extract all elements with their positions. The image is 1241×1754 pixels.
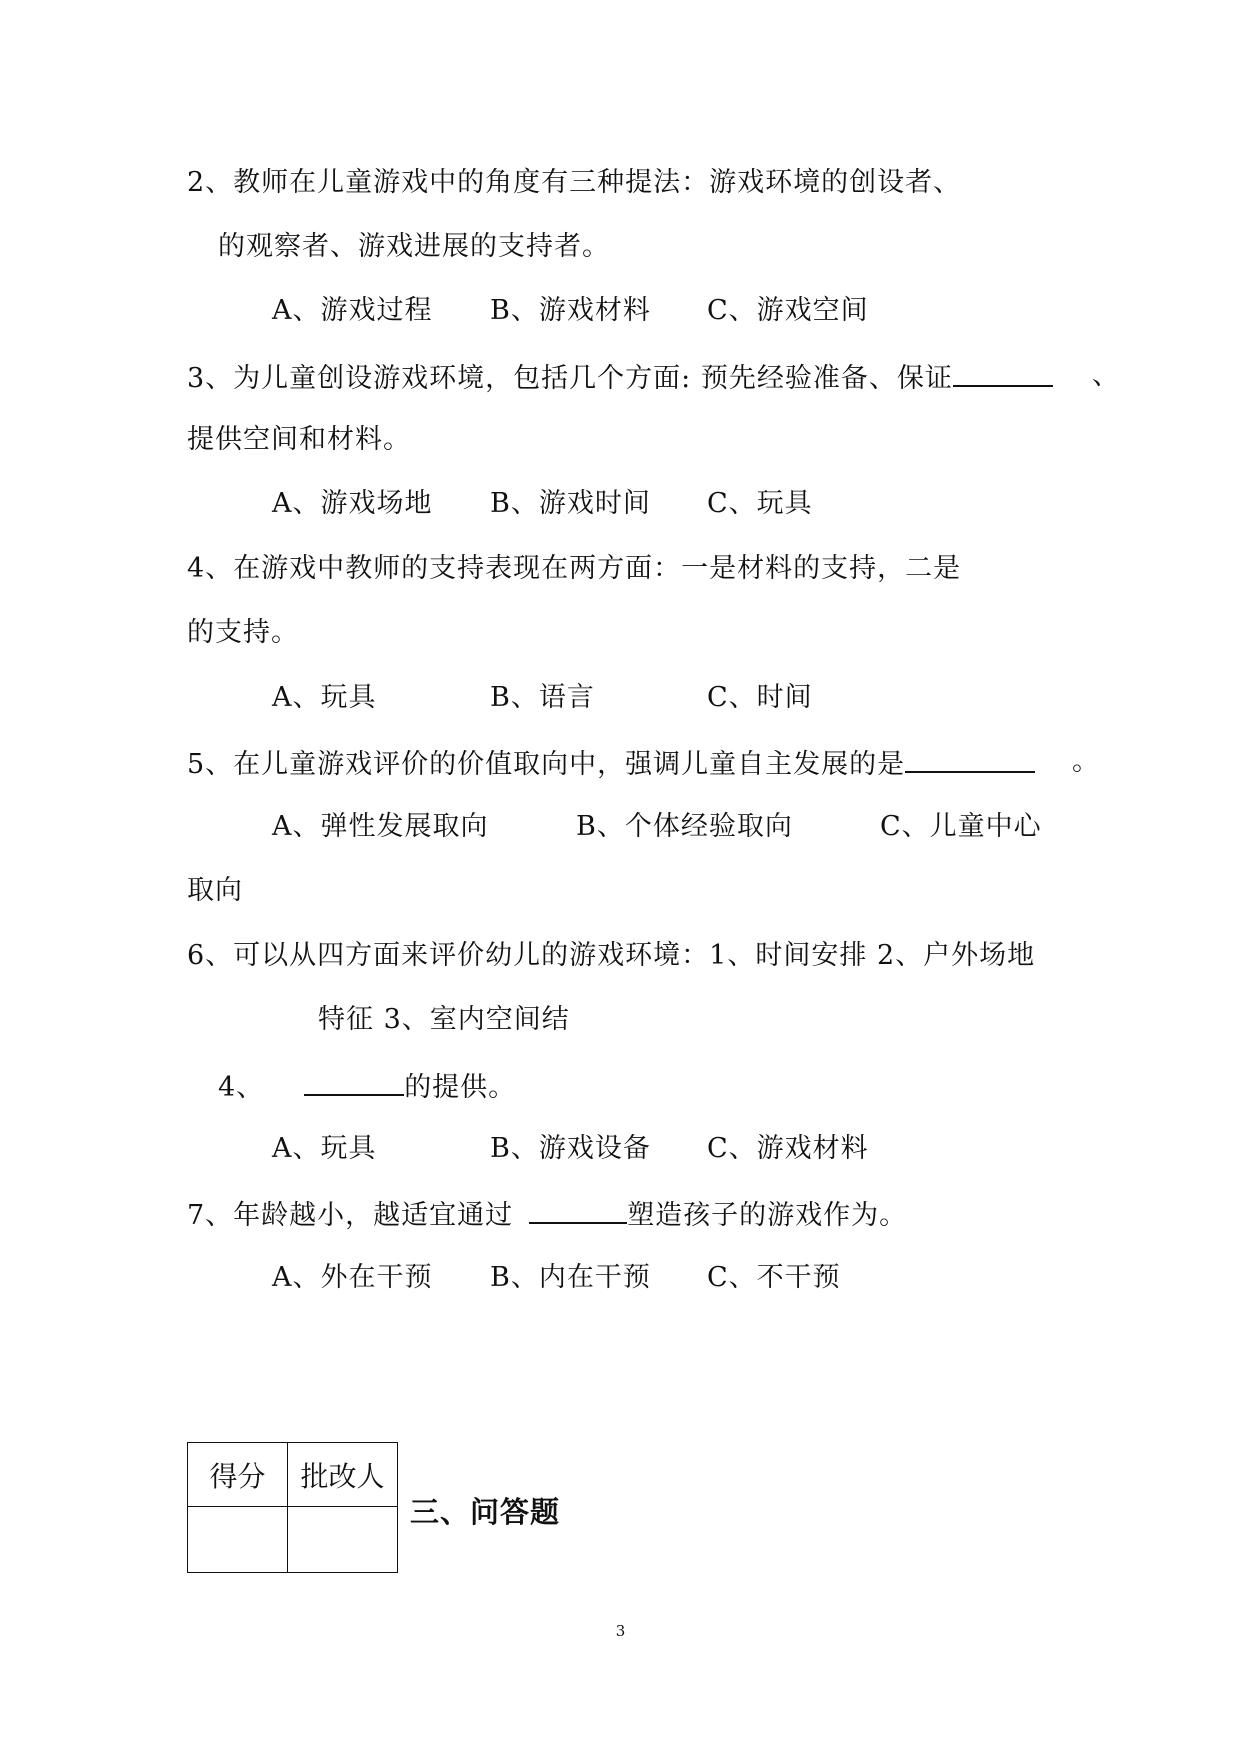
q6-answer-blank xyxy=(304,1068,404,1096)
q7-line-1 xyxy=(187,1196,907,1233)
q5-answer-blank xyxy=(905,745,1035,773)
grader-label-cell: 批改人 xyxy=(288,1443,398,1507)
section-title: 三、问答题 xyxy=(410,1495,561,1529)
page-number: 3 xyxy=(615,1622,626,1640)
q3-text: 3、为儿童创设游戏环境，包括几个方面: 预先经验准备、保证 xyxy=(187,363,953,394)
q5-line-3: 取向 xyxy=(187,875,243,906)
q3-line-1 xyxy=(187,359,1053,396)
score-value-cell[interactable] xyxy=(188,1507,288,1573)
q7-option-a: A、外在干预 xyxy=(272,1262,433,1293)
q7-prefix: 7、年龄越小，越适宜通过 xyxy=(187,1200,514,1231)
q2-option-a: A、游戏过程 xyxy=(272,295,433,326)
q4-line-1: 4、在游戏中教师的支持表现在两方面：一是材料的支持，二是 xyxy=(187,553,962,584)
q7-suffix: 塑造孩子的游戏作为。 xyxy=(627,1200,908,1231)
q3-option-c: C、玩具 xyxy=(707,488,813,519)
q4-option-b: B、语言 xyxy=(490,682,595,713)
q7-option-b: B、内在干预 xyxy=(490,1262,651,1293)
q6-option-b: B、游戏设备 xyxy=(490,1133,651,1164)
q7-answer-blank xyxy=(529,1196,627,1224)
score-table xyxy=(187,1442,398,1573)
q3-answer-blank xyxy=(953,359,1053,387)
q7-option-c: C、不干预 xyxy=(707,1262,841,1293)
q2-option-b: B、游戏材料 xyxy=(490,295,651,326)
q5-option-c: C、儿童中心 xyxy=(880,811,1042,842)
q5-text: 5、在儿童游戏评价的价值取向中，强调儿童自主发展的是 xyxy=(187,749,906,780)
q4-line-2: 的支持。 xyxy=(187,617,299,648)
q3-option-b: B、游戏时间 xyxy=(490,488,651,519)
q4-option-c: C、时间 xyxy=(707,682,813,713)
q6-option-c: C、游戏材料 xyxy=(707,1133,869,1164)
q5-option-a: A、弹性发展取向 xyxy=(272,811,489,842)
q5-option-b: B、个体经验取向 xyxy=(576,811,793,842)
q3-line-1-end: 、 xyxy=(1092,360,1120,391)
q6-line-1: 6、可以从四方面来评价幼儿的游戏环境：1、时间安排 2、户外场地 xyxy=(187,940,1036,971)
q5-line-1 xyxy=(187,745,1035,782)
q2-line-1: 2、教师在儿童游戏中的角度有三种提法：游戏环境的创设者、 xyxy=(187,167,962,198)
q3-line-2: 提供空间和材料。 xyxy=(187,424,411,455)
q6-option-a: A、玩具 xyxy=(272,1133,377,1164)
q2-line-2: 的观察者、游戏进展的支持者。 xyxy=(218,231,610,262)
q6-line-3 xyxy=(218,1068,516,1105)
score-label-cell: 得分 xyxy=(188,1443,288,1507)
q2-option-c: C、游戏空间 xyxy=(707,295,869,326)
q6-line-2: 特征 3、室内空间结 xyxy=(318,1004,570,1035)
q4-option-a: A、玩具 xyxy=(272,682,377,713)
q5-line-1-end: 。 xyxy=(1072,746,1100,777)
grader-value-cell[interactable] xyxy=(288,1507,398,1573)
q6-prefix: 4、 xyxy=(218,1072,265,1103)
q6-suffix: 的提供。 xyxy=(404,1072,517,1103)
q3-option-a: A、游戏场地 xyxy=(272,488,433,519)
